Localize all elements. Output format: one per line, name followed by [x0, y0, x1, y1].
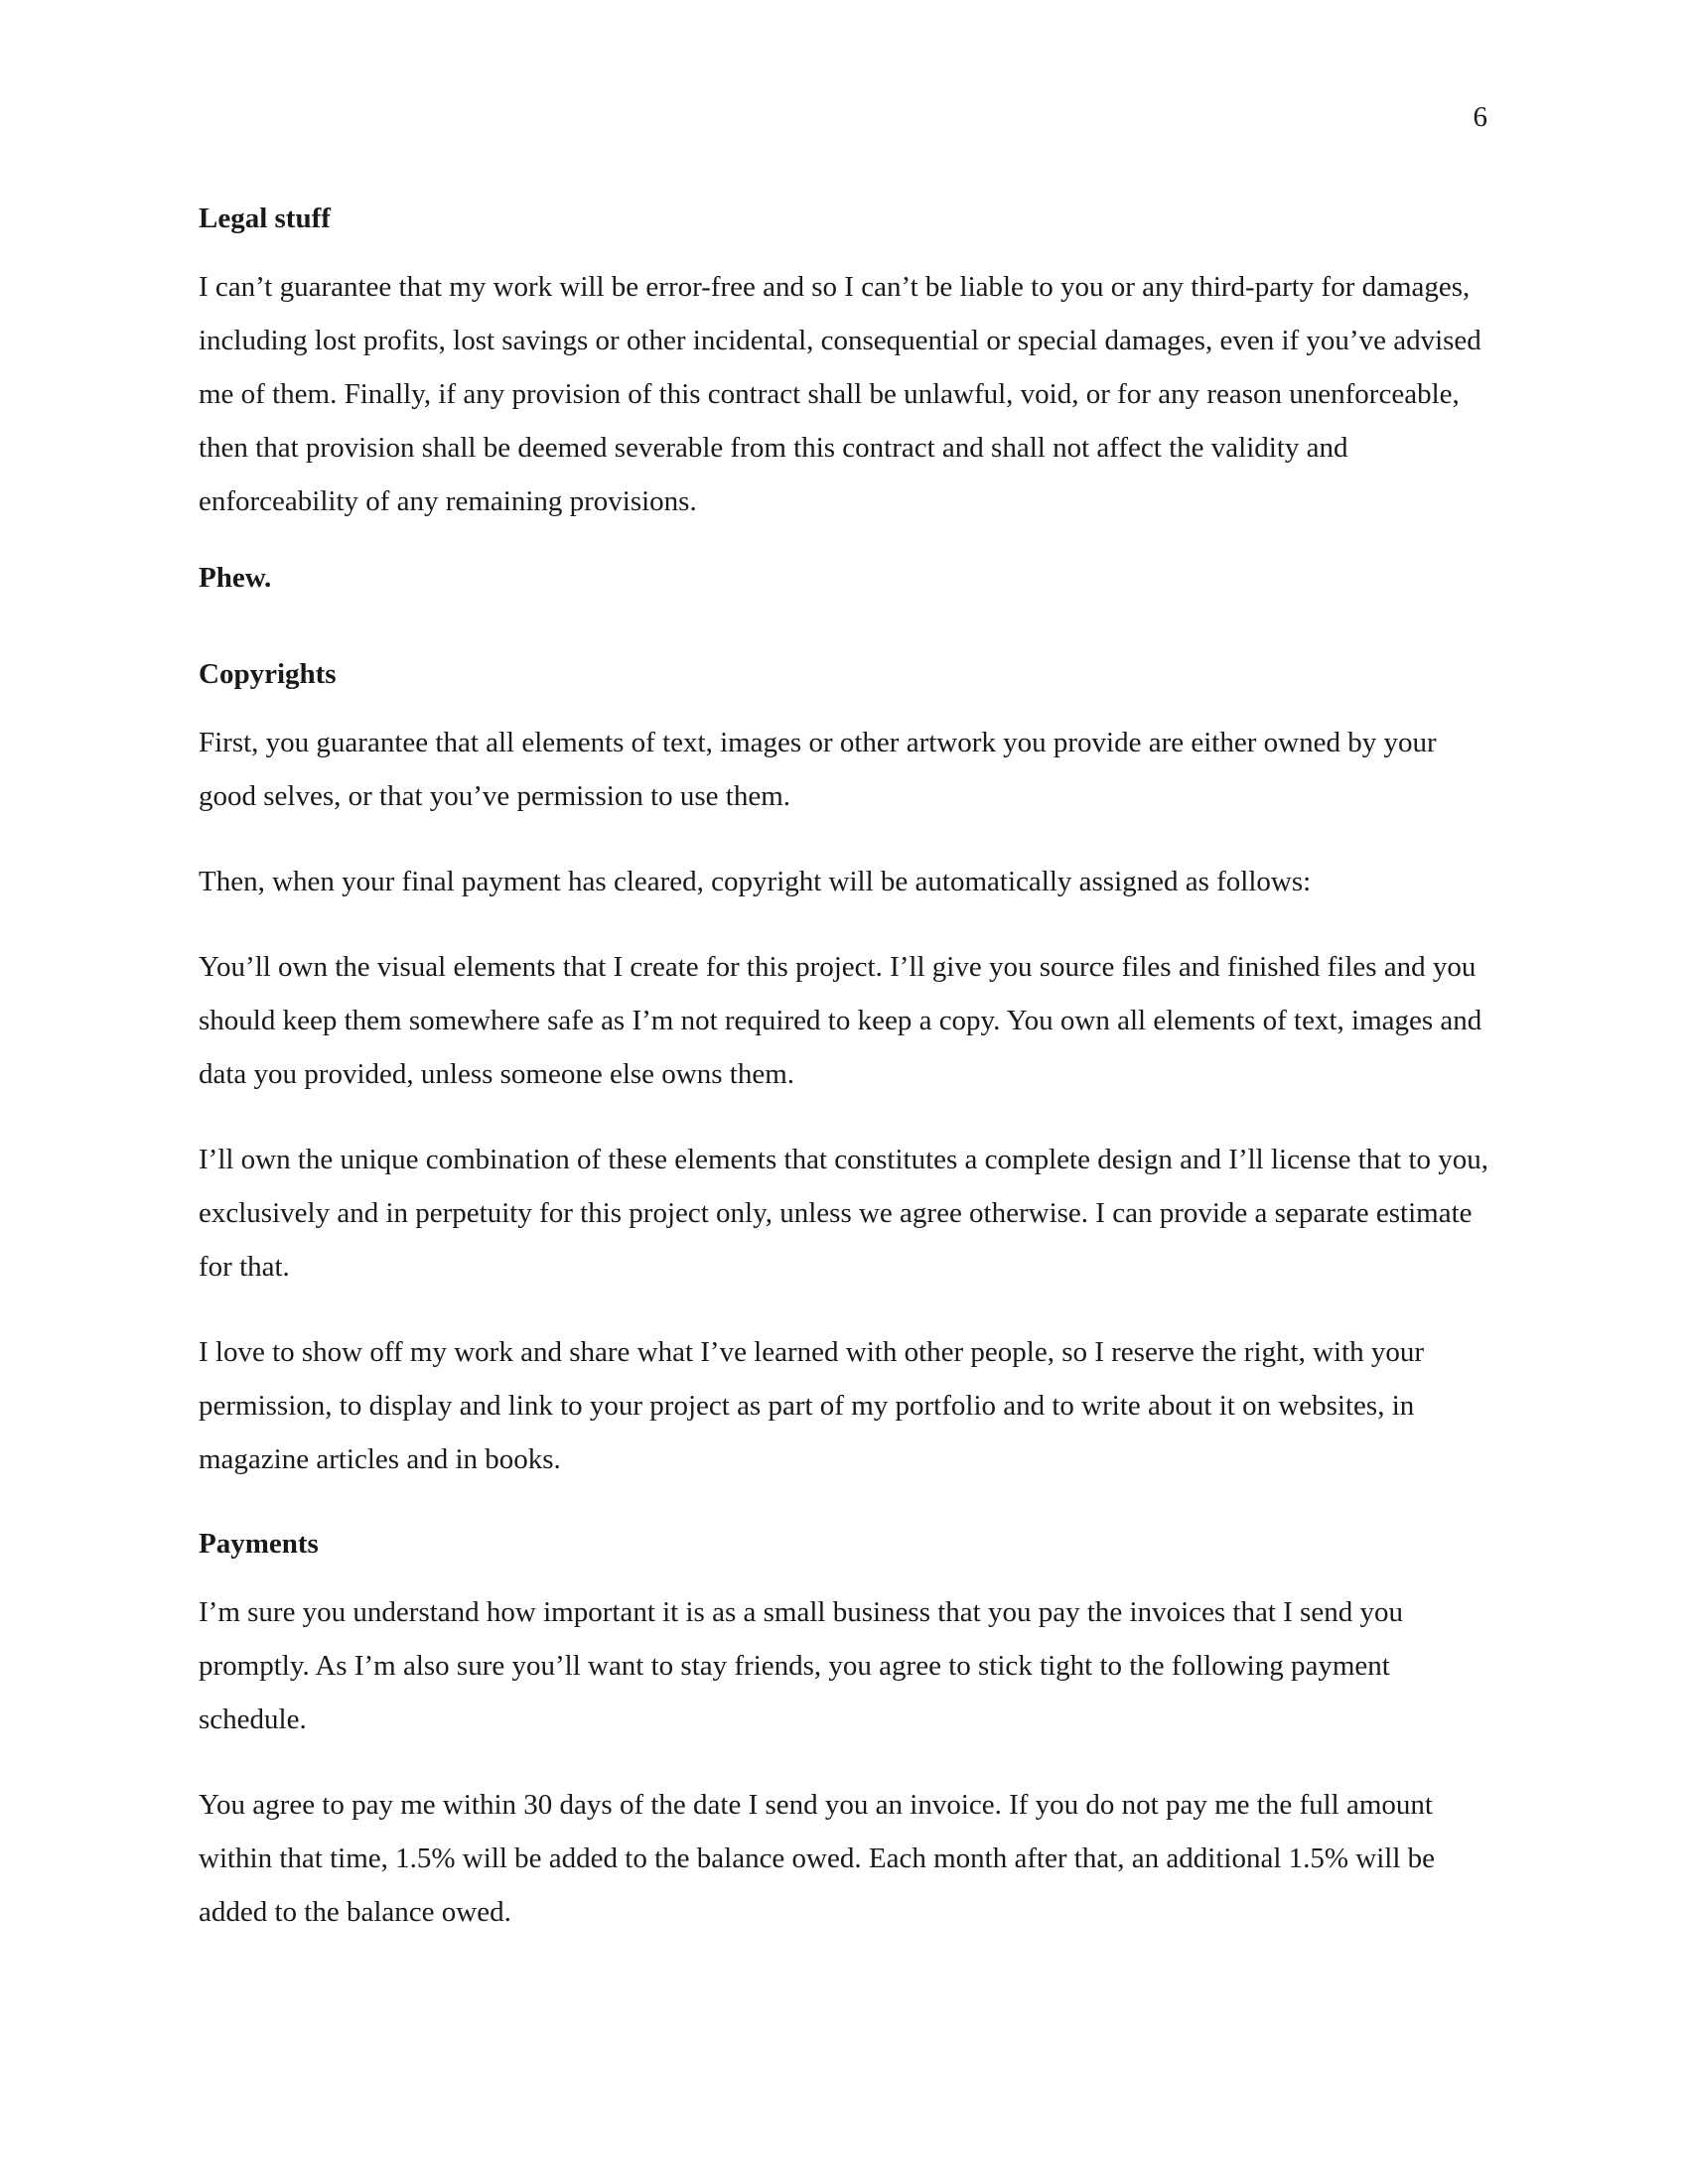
- paragraph-legal: I can’t guarantee that my work will be error-free and so I can’t be liable to you or any third-party for damages, including lost profits, lost savings or other incidental, consequential or special damages, even if you’ve advised me of them. Finally, if any provision of this contract shall be unlawful, void, or for any reason unenforceable, then that provision shall be deemed severable from this contract and shall not affect the validity and enforceability of any remaining provisions.: [199, 271, 1481, 517]
- paragraph-copyrights-1: First, you guarantee that all elements of text, images or other artwork you provide are either owned by your good selves, or that you’ve permission to use them.: [199, 727, 1437, 812]
- section-heading-copyrights: Copyrights: [199, 658, 337, 690]
- paragraph-payments-1: I’m sure you understand how important it is as a small business that you pay the invoices that I send you promptly. As I’m also sure you’ll want to stay friends, you agree to stick tight to the following payment schedule.: [199, 1596, 1403, 1735]
- paragraph-payments-2: You agree to pay me within 30 days of the date I send you an invoice. If you do not pay me the full amount within that time, 1.5% will be added to the balance owed. Each month after that, an additional 1.5% will be added to the balance owed.: [199, 1789, 1436, 1928]
- paragraph-copyrights-5: I love to show off my work and share what I’ve learned with other people, so I reserve the right, with your permission, to display and link to your project as part of my portfolio and to write about it on websites, in magazine articles and in books.: [199, 1336, 1425, 1475]
- page-content: [199, 199, 1489, 1939]
- section-heading-payments: Payments: [199, 1528, 319, 1560]
- paragraph-copyrights-4: I’ll own the unique combination of these elements that constitutes a complete design and I’ll license that to you, exclusively and in perpetuity for this project only, unless we agree otherwise. I can provide a separate estimate for that.: [199, 1144, 1489, 1283]
- page-number: 6: [1473, 101, 1487, 133]
- paragraph-copyrights-2: Then, when your final payment has cleared, copyright will be automatically assigned as follows:: [199, 866, 1312, 897]
- section-heading-legal: Legal stuff: [199, 203, 331, 234]
- section-heading-phew: Phew.: [199, 562, 272, 594]
- paragraph-copyrights-3: You’ll own the visual elements that I create for this project. I’ll give you source files and finished files and you should keep them somewhere safe as I’m not required to keep a copy. You own all elements of text, images and data you provided, unless someone else owns them.: [199, 951, 1482, 1090]
